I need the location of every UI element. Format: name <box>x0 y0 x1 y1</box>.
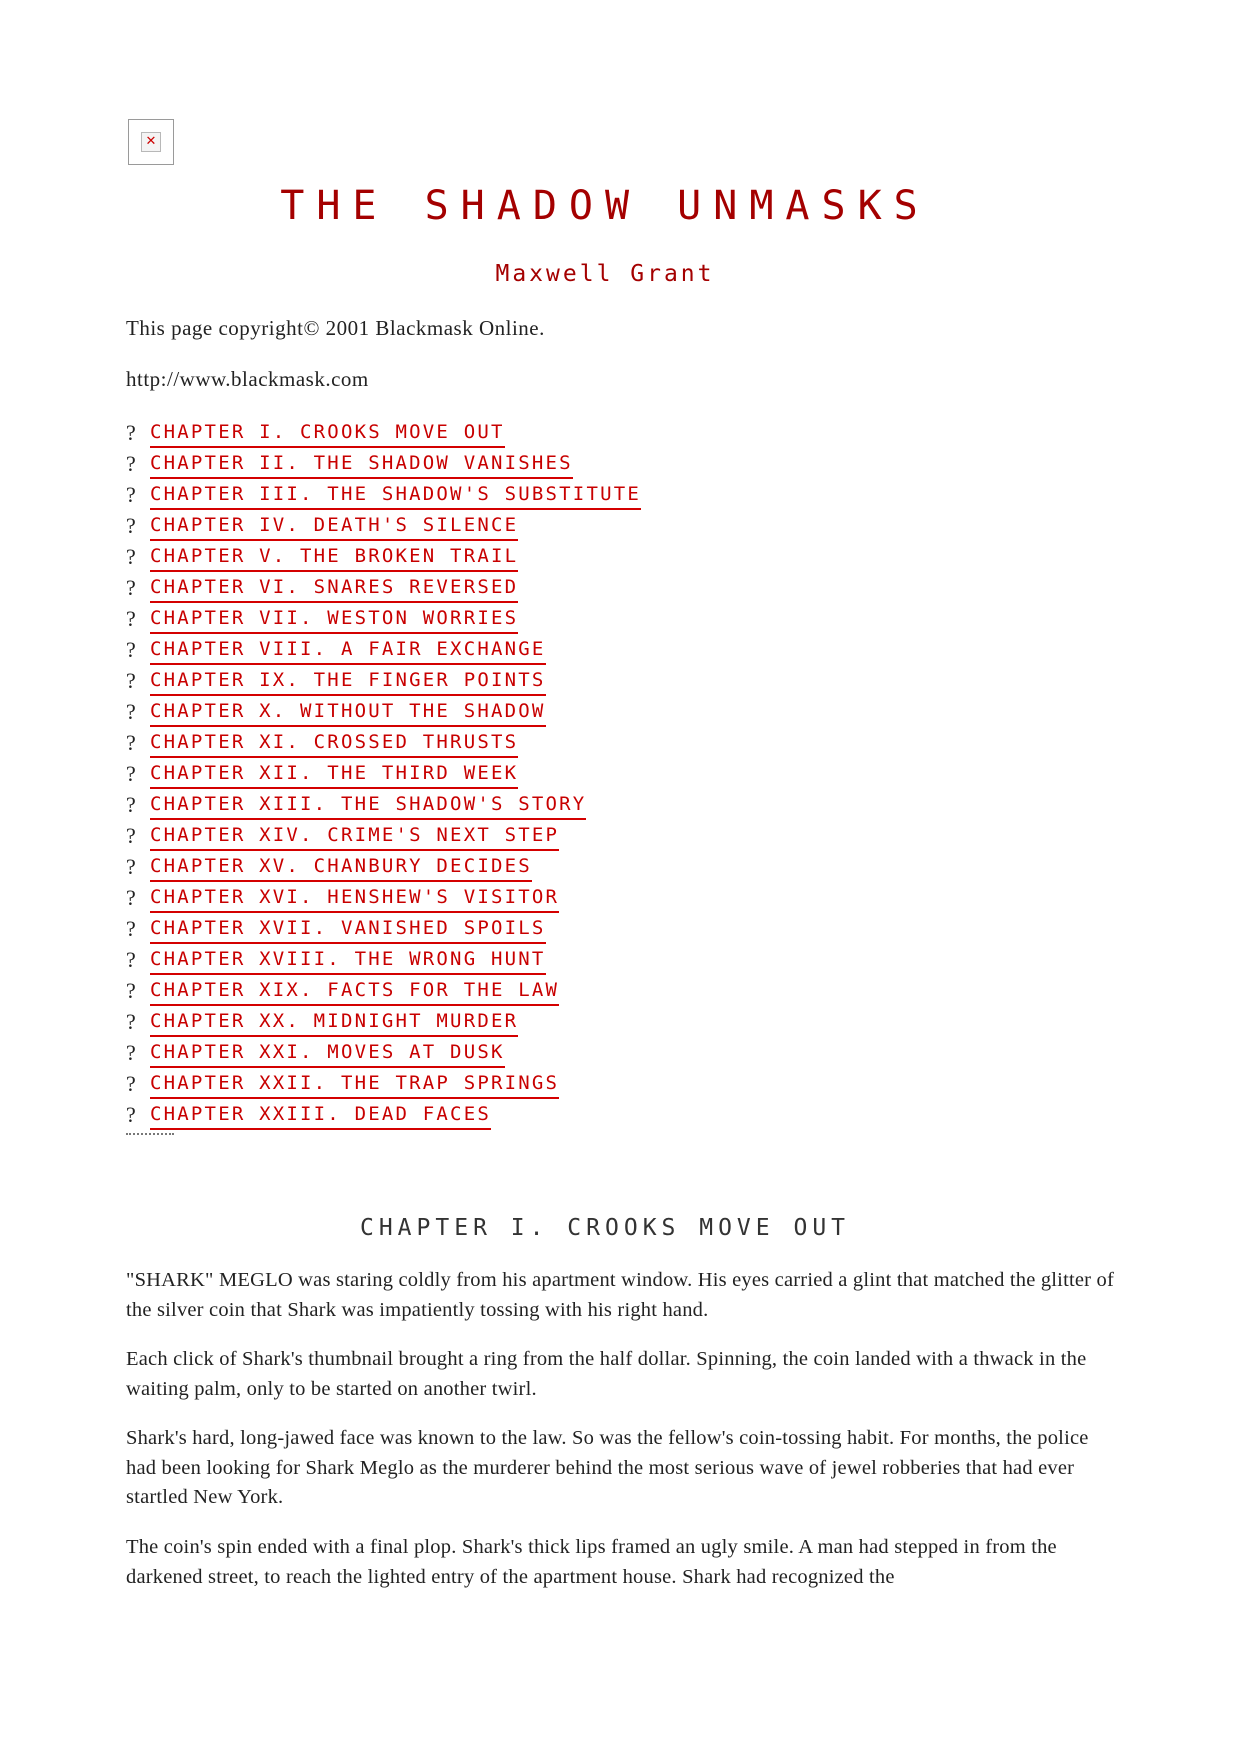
toc-item <box>126 853 641 884</box>
toc-item <box>126 605 641 636</box>
toc-item <box>126 543 641 574</box>
toc-item <box>126 884 641 915</box>
toc-chapter-link[interactable]: CHAPTER X. WITHOUT THE SHADOW <box>150 698 546 727</box>
toc-bullet: ? <box>126 513 136 538</box>
toc-item <box>126 698 641 729</box>
broken-image-icon <box>128 119 174 165</box>
toc-bullet: ? <box>126 761 136 786</box>
copyright-notice: This page copyright© 2001 Blackmask Online. <box>126 316 545 340</box>
chapter-paragraph: The coin's spin ended with a final plop. Shark's thick lips framed an ugly smile. A man had stepped in from the darkened street, to reach the lighted entry of the apartment house. Shark had recognized the <box>126 1536 1057 1588</box>
toc-item <box>126 481 641 512</box>
toc-bullet: ? <box>126 792 136 817</box>
toc-bullet: ? <box>126 916 136 941</box>
toc-chapter-link[interactable]: CHAPTER XIII. THE SHADOW'S STORY <box>150 791 586 820</box>
toc-chapter-link[interactable]: CHAPTER V. THE BROKEN TRAIL <box>150 543 518 572</box>
truncated-line-fragment <box>126 1133 174 1137</box>
toc-item <box>126 729 641 760</box>
toc-chapter-link[interactable]: CHAPTER VIII. A FAIR EXCHANGE <box>150 636 546 665</box>
toc-item <box>126 419 641 450</box>
toc-chapter-link[interactable]: CHAPTER VII. WESTON WORRIES <box>150 605 518 634</box>
toc-item <box>126 760 641 791</box>
toc-bullet: ? <box>126 606 136 631</box>
toc-bullet: ? <box>126 637 136 662</box>
toc-chapter-link[interactable]: CHAPTER XV. CHANBURY DECIDES <box>150 853 532 882</box>
toc-bullet: ? <box>126 482 136 507</box>
toc-bullet: ? <box>126 544 136 569</box>
toc-item <box>126 1008 641 1039</box>
toc-item <box>126 1070 641 1101</box>
toc-item <box>126 822 641 853</box>
toc-chapter-link[interactable]: CHAPTER XVI. HENSHEW'S VISITOR <box>150 884 559 913</box>
toc-item <box>126 946 641 977</box>
toc-chapter-link[interactable]: CHAPTER XXI. MOVES AT DUSK <box>150 1039 505 1068</box>
toc-bullet: ? <box>126 451 136 476</box>
toc-bullet: ? <box>126 1071 136 1096</box>
toc-bullet: ? <box>126 730 136 755</box>
toc-chapter-link[interactable]: CHAPTER XVIII. THE WRONG HUNT <box>150 946 546 975</box>
toc-chapter-link[interactable]: CHAPTER XIV. CRIME'S NEXT STEP <box>150 822 559 851</box>
chapter-paragraph: Each click of Shark's thumbnail brought a ring from the half dollar. Spinning, the coin landed with a thwack in the waiting palm, only to be started on another twirl. <box>126 1348 1087 1400</box>
book-title: THE SHADOW UNMASKS <box>280 183 930 229</box>
toc-bullet: ? <box>126 885 136 910</box>
toc-bullet: ? <box>126 668 136 693</box>
toc-chapter-link[interactable]: CHAPTER XIX. FACTS FOR THE LAW <box>150 977 559 1006</box>
toc-item <box>126 915 641 946</box>
toc-chapter-link[interactable]: CHAPTER XX. MIDNIGHT MURDER <box>150 1008 518 1037</box>
toc-chapter-link[interactable]: CHAPTER I. CROOKS MOVE OUT <box>150 419 505 448</box>
toc-bullet: ? <box>126 1009 136 1034</box>
toc-item <box>126 977 641 1008</box>
toc-item <box>126 1101 641 1132</box>
table-of-contents <box>126 419 641 1132</box>
toc-bullet: ? <box>126 854 136 879</box>
toc-item <box>126 667 641 698</box>
book-author: Maxwell Grant <box>495 261 715 287</box>
toc-chapter-link[interactable]: CHAPTER IX. THE FINGER POINTS <box>150 667 546 696</box>
toc-bullet: ? <box>126 575 136 600</box>
site-url: http://www.blackmask.com <box>126 367 369 391</box>
toc-chapter-link[interactable]: CHAPTER XI. CROSSED THRUSTS <box>150 729 518 758</box>
toc-item <box>126 791 641 822</box>
toc-item <box>126 450 641 481</box>
toc-bullet: ? <box>126 823 136 848</box>
toc-chapter-link[interactable]: CHAPTER II. THE SHADOW VANISHES <box>150 450 573 479</box>
toc-chapter-link[interactable]: CHAPTER III. THE SHADOW'S SUBSTITUTE <box>150 481 641 510</box>
chapter-paragraph: Shark's hard, long-jawed face was known to the law. So was the fellow's coin-tossing habit. For months, the police had been looking for Shark Meglo as the murderer behind the most serious wave of jewel robberies that had ever startled New York. <box>126 1427 1089 1508</box>
toc-bullet: ? <box>126 1040 136 1065</box>
toc-chapter-link[interactable]: CHAPTER XII. THE THIRD WEEK <box>150 760 518 789</box>
image-error-x-icon: ✕ <box>145 134 157 149</box>
toc-chapter-link[interactable]: CHAPTER XXIII. DEAD FACES <box>150 1101 491 1130</box>
toc-item <box>126 512 641 543</box>
chapter-heading: CHAPTER I. CROOKS MOVE OUT <box>359 1215 851 1241</box>
toc-chapter-link[interactable]: CHAPTER IV. DEATH'S SILENCE <box>150 512 518 541</box>
toc-bullet: ? <box>126 1102 136 1127</box>
toc-item <box>126 574 641 605</box>
toc-bullet: ? <box>126 420 136 445</box>
toc-chapter-link[interactable]: CHAPTER VI. SNARES REVERSED <box>150 574 518 603</box>
toc-bullet: ? <box>126 978 136 1003</box>
toc-item <box>126 636 641 667</box>
toc-bullet: ? <box>126 947 136 972</box>
broken-image-frame <box>141 132 161 152</box>
toc-item <box>126 1039 641 1070</box>
toc-bullet: ? <box>126 699 136 724</box>
chapter-paragraph: "SHARK" MEGLO was staring coldly from his apartment window. His eyes carried a glint that matched the glitter of the silver coin that Shark was impatiently tossing with his right hand. <box>126 1269 1114 1321</box>
toc-chapter-link[interactable]: CHAPTER XXII. THE TRAP SPRINGS <box>150 1070 559 1099</box>
toc-chapter-link[interactable]: CHAPTER XVII. VANISHED SPOILS <box>150 915 546 944</box>
